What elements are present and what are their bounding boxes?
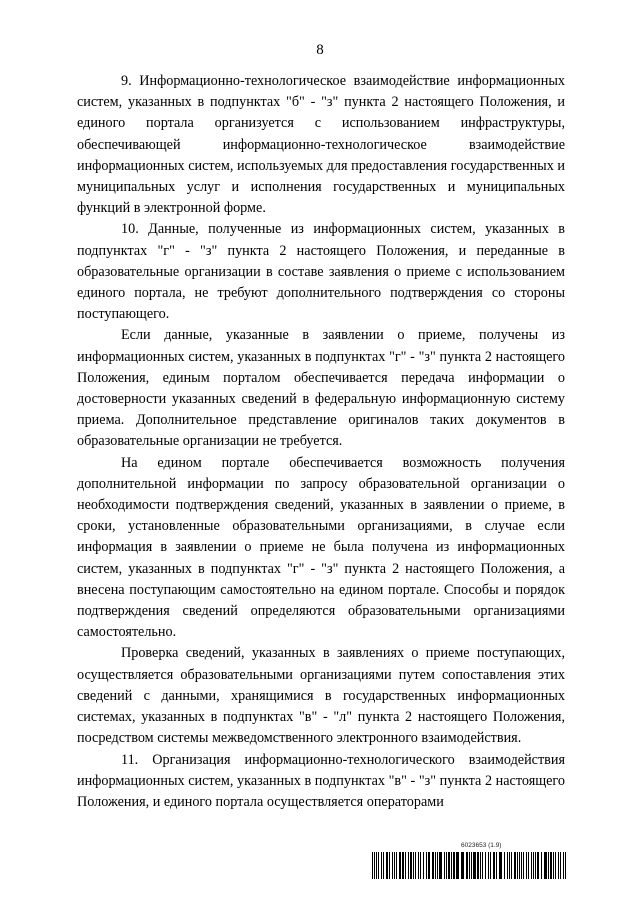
paragraph-9: 9. Информационно-технологическое взаимодействие информационных систем, указанных в подпунктах "б" - "з" пункта 2 настоящего Положения, и единого портала организуется с использованием инфраструктуры, обеспечивающей информационно-технологическое взаимодействие информационных систем, используемых для предоставления государственных и муниципальных услуг и исполнения государственных и муниципальных функций в электронной форме. [77,73,565,217]
paragraph-10: 10. Данные, полученные из информационных систем, указанных в подпунктах "г" - "з" пункта 2 настоящего Положения, и переданные в образовательные организации в составе заявления о приеме с использованием единого портала, не требуют дополнительного подтверждения со стороны поступающего. [77,221,565,323]
paragraph-additional-info: На едином портале обеспечивается возможность получения дополнительной информации по запросу образовательной организации о необходимости подтверждения сведений, указанных в заявлении о приеме, в сроки, установленные образовательными организациями, в случае если информация в заявлении о приеме не была получена из информационных систем, указанных в подпунктах "г" - "з" пункта 2 настоящего Положения, а внесена поступающим самостоятельно на едином портале. Способы и порядок подтверждения сведений определяются образовательными организациями самостоятельно. [77,454,565,641]
document-code: 6023653 (1.9) [461,842,502,849]
document-body [77,71,565,813]
page-number: 8 [316,42,324,58]
paragraph-data-verification: Если данные, указанные в заявлении о приеме, получены из информационных систем, указанных в подпунктах "г" - "з" пункта 2 настоящего Положения, единым порталом обеспечивается передача информации о достоверности указанных сведений в федеральную информационную систему приема. Дополнительное представление оригиналов таких документов в образовательные организации не требуется. [77,327,565,450]
barcode-icon [372,852,568,879]
paragraph-11: 11. Организация информационно-технологического взаимодействия информационных систем, указанных в подпунктах "в" - "з" пункта 2 настоящего Положения, и единого портала осуществляется операторами [77,751,565,810]
paragraph-check-info: Проверка сведений, указанных в заявлениях о приеме поступающих, осуществляется образовательными организациями путем сопоставления этих сведений с данными, хранящимися в государственных информационных системах, указанных в подпунктах "в" - "л" пункта 2 настоящего Положения, посредством системы межведомственного электронного взаимодействия. [77,645,565,747]
